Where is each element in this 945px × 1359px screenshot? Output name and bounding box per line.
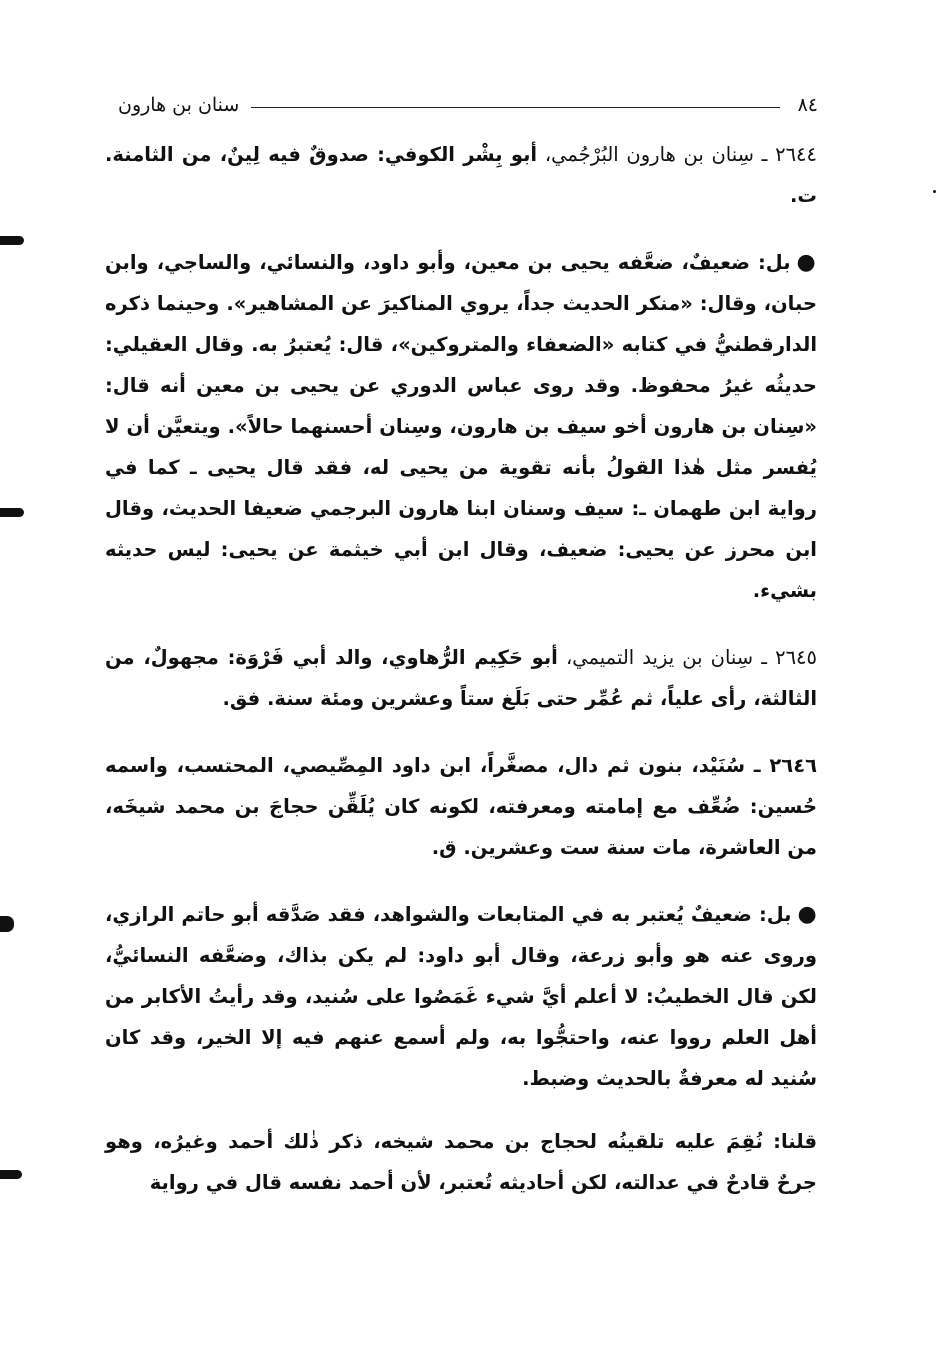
entry-2644-text: : صدوقٌ فيه لِينٌ، من الثامنة. ت. <box>105 143 817 207</box>
header-rule <box>251 107 779 108</box>
entry-2644-kunya: أبو بِشْر الكوفي <box>384 143 538 166</box>
entry-2645 <box>105 637 817 719</box>
scan-mark <box>0 236 24 245</box>
entry-2644-comment-text: بل: ضعيفٌ، ضعَّفه يحيى بن معين، وأبو داود، والنسائي، والساجي، وابن حبان، وقال: «منكر الحديث جداً، يروي المناكيرَ عن المشاهير». وحينما ذكره الدارقطنيُّ في كتابه «الضعفاء والمتروكين»، قال: يُعتبرُ به. وقال العقيلي: حديثُه غيرُ محفوظ. وقد روى عباس الدوري عن يحيى بن معين أنه قال: «سِنان بن هارون أخو سيف بن هارون، وسِنان أحسنهما حالاً». ويتعيَّن أن لا يُفسر مثل هٰذا القولُ بأنه تقوية من يحيى له، فقد قال يحيى ـ كما في رواية ابن طهمان ـ: سيف وسنان ابنا هارون البرجمي ضعيفا الحديث، وقال ابن محرز عن يحيى: ضعيف، وقال ابن أبي خيثمة عن يحيى: ليس حديثه بشيء. <box>105 251 817 602</box>
scan-mark <box>0 1170 22 1179</box>
entry-2646-comment <box>105 894 817 1099</box>
entry-2646-text: ٢٦٤٦ ـ سُنَيْد، بنون ثم دال، مصغَّراً، ابن داود المِصِّيصي، المحتسب، واسمه حُسين: ضُعِّف مع إمامته ومعرفته، لكونه كان يُلَقِّن حجاجَ بن محمد شيخَه، من العاشرة، مات سنة ست وعشرين. ق. <box>105 754 817 859</box>
page-body <box>105 134 817 1203</box>
scan-mark <box>0 508 24 517</box>
scan-mark <box>933 190 936 193</box>
entry-2646-note-text: قلنا: نُقِمَ عليه تلقينُه لحجاج بن محمد شيخه، ذكر ذٰلك أحمد وغيرُه، وهو جرحٌ قادحٌ في عدالته، لكن أحاديثه تُعتبر، لأن أحمد نفسه قال في رواية <box>105 1130 817 1194</box>
entry-2644-head: ٢٦٤٤ ـ سِنان بن هارون البُرْجُمي، <box>537 143 817 166</box>
bullet-icon: ● <box>796 250 817 275</box>
entry-2644-comment <box>105 242 817 611</box>
running-title: سنان بن هارون <box>118 94 240 116</box>
entry-2646 <box>105 745 817 868</box>
entry-2645-kunya: أبو حَكِيم الرُّهاوي، والد أبي فَرْوَة <box>235 646 558 669</box>
entry-2646-note <box>105 1121 817 1203</box>
scan-mark <box>0 916 14 932</box>
bullet-icon: ● <box>797 902 817 927</box>
page-number: ٨٤ <box>797 94 818 116</box>
entry-2645-head: ٢٦٤٥ ـ سِنان بن يزيد التميمي، <box>557 646 817 669</box>
entry-2645-text: : مجهولٌ، من الثالثة، رأى علياً، ثم عُمِّر حتى بَلَغ ستاً وعشرين ومئة سنة. فق. <box>105 646 817 710</box>
entry-2644 <box>105 134 817 216</box>
page-header <box>118 90 818 120</box>
entry-2646-comment-text: بل: ضعيفٌ يُعتبر به في المتابعات والشواهد، فقد صَدَّقه أبو حاتم الرازي، وروى عنه هو وأبو زرعة، وقال أبو داود: لم يكن بذاك، وضعَّفه النسائيُّ، لكن قال الخطيبُ: لا أعلم أيَّ شيء غَمَصُوا على سُنيد، وقد رأيتُ الأكابر من أهل العلم رووا عنه، واحتجُّوا به، ولم أسمع عنهم فيه إلا الخير، وقد كان سُنيد له معرفةٌ بالحديث وضبط. <box>105 903 817 1090</box>
